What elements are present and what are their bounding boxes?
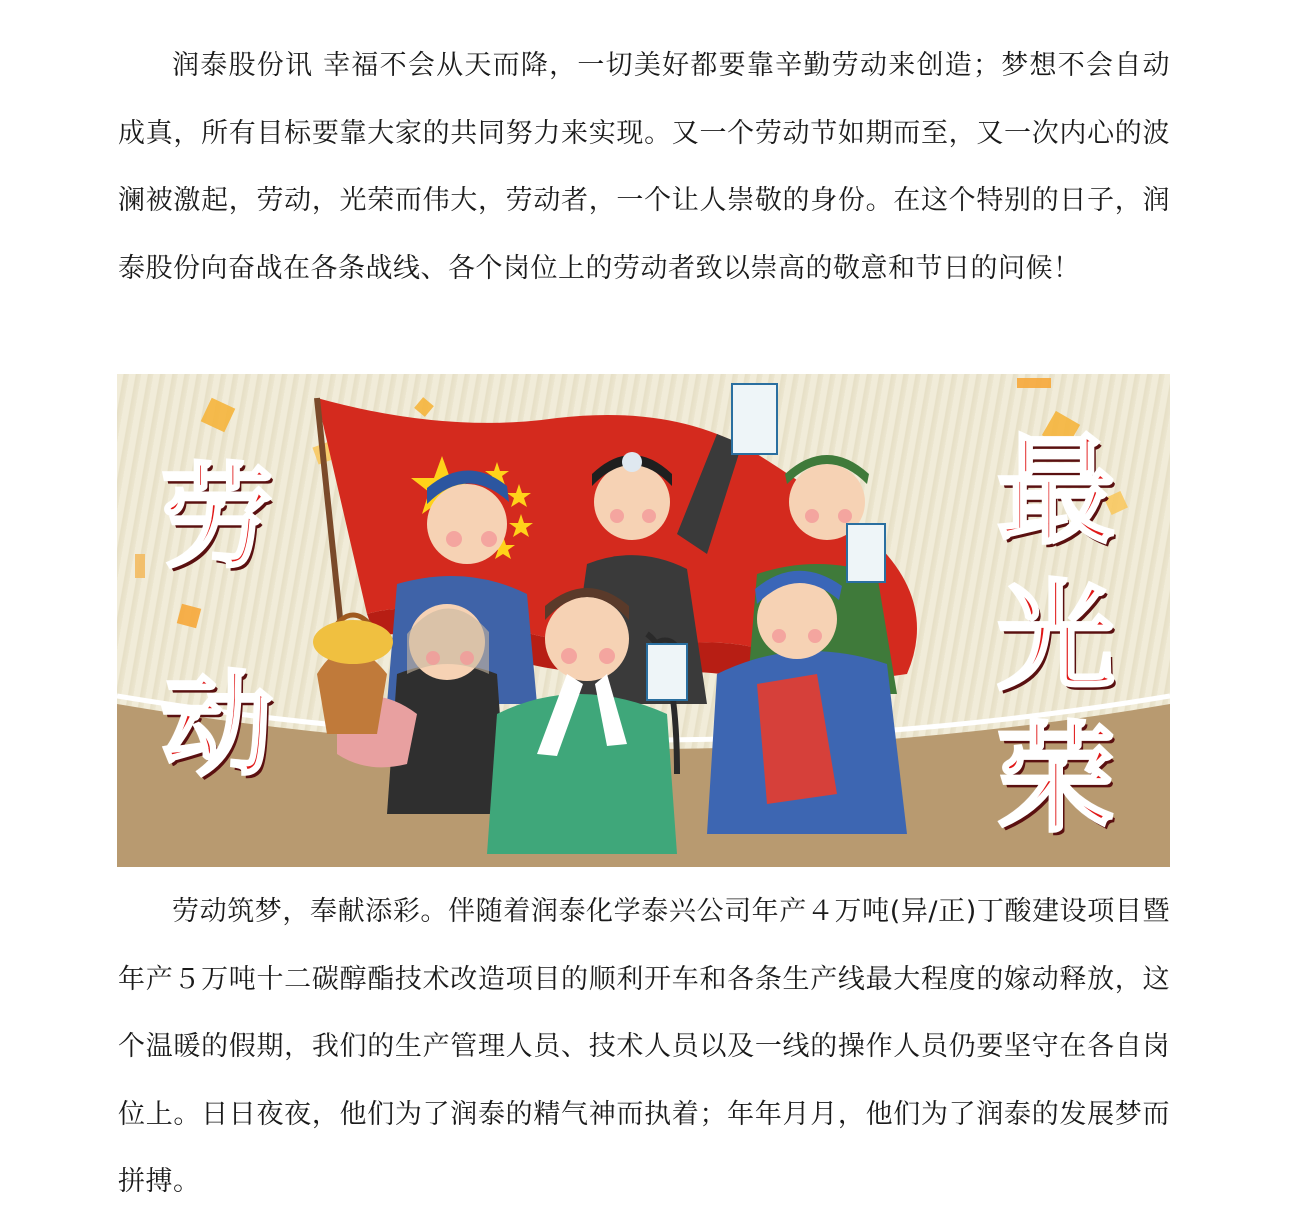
banner-title-char: 荣 bbox=[997, 710, 1116, 848]
banner-title-char: 劳 bbox=[161, 453, 273, 583]
body-paragraph: 劳动筑梦，奉献添彩。伴随着润泰化学泰兴公司年产４万吨(异/正)丁酸建设项目暨年产５万吨十二碳醇酯技术改造项目的顺利开车和各条生产线最大程度的嫁动释放，这个温暖的假期，我们的生产管理人员、技术人员以及一线的操作人员仍要坚守在各自岗位上。日日夜夜，他们为了润泰的精气神而执着；年年月月，他们为了润泰的发展梦而拼搏。 bbox=[118, 896, 1170, 1197]
labor-day-banner bbox=[117, 374, 1170, 867]
banner-title-char: 最 bbox=[997, 422, 1116, 560]
banner-title-char: 动 bbox=[161, 661, 273, 791]
banner-title-char: 光 bbox=[997, 568, 1116, 706]
intro-paragraph: 润泰股份讯 幸福不会从天而降，一切美好都要靠辛勤劳动来创造；梦想不会自动成真，所有目标要靠大家的共同努力来实现。又一个劳动节如期而至，又一次内心的波澜被激起，劳动，光荣而伟大，劳动者，一个让人崇敬的身份。在这个特别的日子，润泰股份向奋战在各条战线、各个岗位上的劳动者致以崇高的敬意和节日的问候！ bbox=[118, 50, 1170, 284]
